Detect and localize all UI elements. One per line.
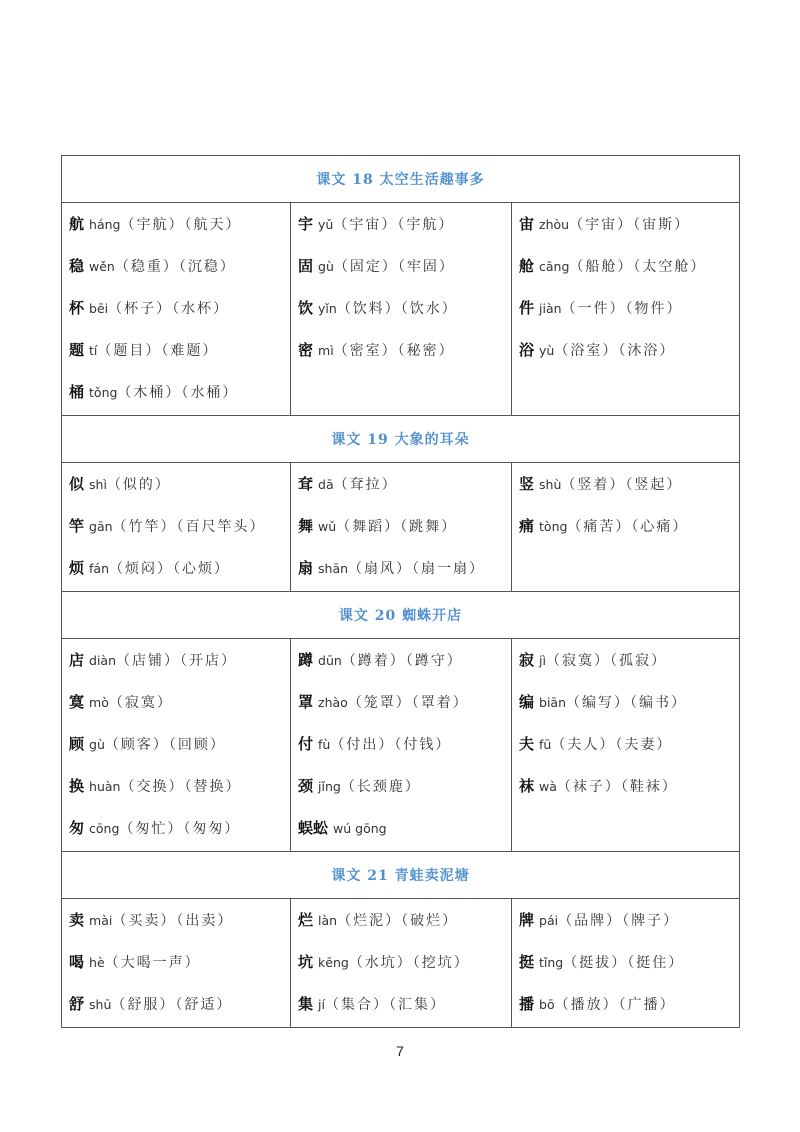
pinyin: mì bbox=[318, 343, 334, 358]
pinyin: jǐng bbox=[318, 779, 341, 794]
character-column bbox=[62, 639, 291, 852]
example-words: （寂寞） bbox=[108, 695, 173, 711]
character: 舞 bbox=[298, 517, 314, 535]
character-column bbox=[291, 203, 512, 416]
example-words: （船舱）（太空舱） bbox=[569, 259, 707, 275]
pinyin: shān bbox=[318, 561, 349, 576]
character-column bbox=[512, 203, 740, 416]
pinyin: háng bbox=[89, 217, 121, 232]
character: 饮 bbox=[298, 299, 314, 317]
example-words: （夫人）（夫妻） bbox=[551, 737, 673, 753]
pinyin: yǔ bbox=[318, 217, 334, 232]
pinyin: zhào bbox=[318, 695, 348, 710]
character: 竖 bbox=[519, 475, 535, 493]
character: 舒 bbox=[69, 995, 85, 1013]
pinyin: cōng bbox=[89, 821, 120, 836]
character-entry bbox=[512, 723, 739, 765]
character: 固 bbox=[298, 257, 314, 275]
character-entry bbox=[62, 639, 290, 681]
example-words: （舒服）（舒适） bbox=[111, 997, 233, 1013]
character-entry bbox=[62, 807, 290, 849]
pinyin: tòng bbox=[539, 519, 568, 534]
vocabulary-table bbox=[61, 155, 740, 1028]
character: 匆 bbox=[69, 819, 85, 837]
example-words: （似的） bbox=[106, 477, 171, 493]
pinyin: yù bbox=[539, 343, 555, 358]
character-entry bbox=[291, 463, 511, 505]
pinyin: wà bbox=[539, 779, 557, 794]
pinyin: jí bbox=[318, 997, 325, 1012]
character: 桶 bbox=[69, 383, 85, 401]
character: 袜 bbox=[519, 777, 535, 795]
character-entry bbox=[291, 287, 511, 329]
character-column bbox=[62, 203, 291, 416]
character: 颈 bbox=[298, 777, 314, 795]
pinyin: zhòu bbox=[539, 217, 570, 232]
example-words: （播放）（广播） bbox=[554, 997, 676, 1013]
pinyin: gān bbox=[89, 519, 113, 534]
character: 烂 bbox=[298, 911, 314, 929]
character-entry bbox=[512, 245, 739, 287]
example-words: （扇风）（扇一扇） bbox=[348, 561, 486, 577]
example-words: （袜子）（鞋袜） bbox=[556, 779, 678, 795]
character: 播 bbox=[519, 995, 535, 1013]
example-words: （蹲着）（蹲守） bbox=[341, 653, 463, 669]
pinyin: wěn bbox=[89, 259, 115, 274]
character-entry bbox=[62, 329, 290, 371]
character-column bbox=[291, 899, 512, 1028]
character: 蹲 bbox=[298, 651, 314, 669]
character: 烦 bbox=[69, 559, 85, 577]
character: 蜈蚣 bbox=[298, 819, 329, 837]
character: 宙 bbox=[519, 215, 535, 233]
character-entry bbox=[62, 203, 290, 245]
character: 似 bbox=[69, 475, 85, 493]
character: 坑 bbox=[298, 953, 314, 971]
character: 喝 bbox=[69, 953, 85, 971]
lesson-title: 课文 21 青蛙卖泥塘 bbox=[62, 852, 740, 899]
pinyin: làn bbox=[318, 913, 338, 928]
pinyin: pái bbox=[539, 913, 559, 928]
character: 痛 bbox=[519, 517, 535, 535]
character-entry bbox=[291, 723, 511, 765]
character: 竿 bbox=[69, 517, 85, 535]
pinyin: tǐng bbox=[539, 955, 564, 970]
character: 航 bbox=[69, 215, 85, 233]
character: 密 bbox=[298, 341, 314, 359]
character-column bbox=[291, 463, 512, 592]
character: 稳 bbox=[69, 257, 85, 275]
lesson-title-row bbox=[62, 592, 740, 639]
example-words: （固定）（牢固） bbox=[333, 259, 455, 275]
character: 付 bbox=[298, 735, 314, 753]
character-entry bbox=[62, 941, 290, 983]
example-words: （木桶）（水桶） bbox=[117, 385, 239, 401]
character-entry bbox=[512, 203, 739, 245]
pinyin: kēng bbox=[318, 955, 349, 970]
example-words: （密室）（秘密） bbox=[333, 343, 455, 359]
character-entry bbox=[62, 371, 290, 413]
character: 顾 bbox=[69, 735, 85, 753]
example-words: （一件）（物件） bbox=[561, 301, 683, 317]
pinyin: dūn bbox=[318, 653, 342, 668]
character: 宇 bbox=[298, 215, 314, 233]
pinyin: fán bbox=[89, 561, 109, 576]
character-entry bbox=[291, 983, 511, 1025]
character: 编 bbox=[519, 693, 535, 711]
character-column bbox=[512, 639, 740, 852]
pinyin: dā bbox=[318, 477, 334, 492]
character-entry bbox=[291, 329, 511, 371]
character-entry bbox=[291, 941, 511, 983]
character-entry bbox=[62, 723, 290, 765]
example-words: （编写）（编书） bbox=[566, 695, 688, 711]
character-entry bbox=[62, 505, 290, 547]
example-words: （水坑）（挖坑） bbox=[348, 955, 470, 971]
character-column bbox=[512, 463, 740, 592]
pinyin: shì bbox=[89, 477, 107, 492]
lesson-characters-row bbox=[62, 639, 740, 852]
lesson-title: 课文 20 蜘蛛开店 bbox=[62, 592, 740, 639]
character: 耷 bbox=[298, 475, 314, 493]
example-words: （品牌）（牌子） bbox=[558, 913, 680, 929]
lesson-title-row bbox=[62, 852, 740, 899]
pinyin: mò bbox=[89, 695, 109, 710]
pinyin: bō bbox=[539, 997, 555, 1012]
character: 罩 bbox=[298, 693, 314, 711]
pinyin: hè bbox=[89, 955, 105, 970]
character-entry bbox=[291, 807, 511, 849]
character: 店 bbox=[69, 651, 85, 669]
character: 牌 bbox=[519, 911, 535, 929]
pinyin: bēi bbox=[89, 301, 109, 316]
character: 寞 bbox=[69, 693, 85, 711]
character-entry bbox=[291, 547, 511, 589]
page-number: 7 bbox=[396, 1043, 404, 1059]
example-words: （店铺）（开店） bbox=[116, 653, 238, 669]
pinyin: gù bbox=[318, 259, 334, 274]
character-column bbox=[291, 639, 512, 852]
example-words: （宇宙）（宙斯） bbox=[569, 217, 691, 233]
character-entry bbox=[62, 287, 290, 329]
example-words: （付出）（付钱） bbox=[330, 737, 452, 753]
pinyin: wǔ bbox=[318, 519, 337, 534]
example-words: （大喝一声） bbox=[104, 955, 201, 971]
character-column bbox=[62, 463, 291, 592]
character-entry bbox=[512, 983, 739, 1025]
character-entry bbox=[291, 681, 511, 723]
example-words: （浴室）（沐浴） bbox=[554, 343, 676, 359]
character-entry bbox=[291, 505, 511, 547]
character-entry bbox=[62, 463, 290, 505]
character-entry bbox=[512, 639, 739, 681]
pinyin: mài bbox=[89, 913, 113, 928]
character: 杯 bbox=[69, 299, 85, 317]
pinyin: huàn bbox=[89, 779, 121, 794]
character: 换 bbox=[69, 777, 85, 795]
example-words: （交换）（替换） bbox=[120, 779, 242, 795]
pinyin: yǐn bbox=[318, 301, 337, 316]
character-entry bbox=[512, 765, 739, 807]
example-words: （题目）（难题） bbox=[97, 343, 219, 359]
character: 扇 bbox=[298, 559, 314, 577]
character: 挺 bbox=[519, 953, 535, 971]
character-entry bbox=[512, 941, 739, 983]
example-words: （集合）（汇集） bbox=[324, 997, 446, 1013]
example-words: （饮料）（饮水） bbox=[336, 301, 458, 317]
character: 浴 bbox=[519, 341, 535, 359]
example-words: （宇航）（航天） bbox=[120, 217, 242, 233]
character-entry bbox=[512, 329, 739, 371]
pinyin: biān bbox=[539, 695, 567, 710]
example-words: （顾客）（回顾） bbox=[104, 737, 226, 753]
example-words: （挺拔）（挺住） bbox=[563, 955, 685, 971]
character-entry bbox=[62, 681, 290, 723]
pinyin: jì bbox=[539, 653, 546, 668]
pinyin: shū bbox=[89, 997, 112, 1012]
pinyin: tǒng bbox=[89, 385, 118, 400]
lesson-title-row bbox=[62, 416, 740, 463]
pinyin: gù bbox=[89, 737, 105, 752]
pinyin: cāng bbox=[539, 259, 570, 274]
lesson-characters-row bbox=[62, 463, 740, 592]
lesson-title: 课文 18 太空生活趣事多 bbox=[62, 156, 740, 203]
example-words: （烦闷）（心烦） bbox=[109, 561, 230, 577]
character-column bbox=[62, 899, 291, 1028]
character-entry bbox=[62, 983, 290, 1025]
character-entry bbox=[512, 287, 739, 329]
example-words: （长颈鹿） bbox=[340, 779, 421, 795]
character-entry bbox=[291, 899, 511, 941]
character: 件 bbox=[519, 299, 535, 317]
character-entry bbox=[291, 245, 511, 287]
example-words: （杯子）（水杯） bbox=[108, 301, 230, 317]
character: 舱 bbox=[519, 257, 535, 275]
character: 卖 bbox=[69, 911, 85, 929]
character-entry bbox=[62, 245, 290, 287]
example-words: （买卖）（出卖） bbox=[112, 913, 234, 929]
pinyin: fù bbox=[318, 737, 331, 752]
lesson-title-row bbox=[62, 156, 740, 203]
character-entry bbox=[62, 899, 290, 941]
character-entry bbox=[291, 765, 511, 807]
lesson-title: 课文 19 大象的耳朵 bbox=[62, 416, 740, 463]
character-entry bbox=[62, 547, 290, 589]
example-words: （痛苦）（心痛） bbox=[567, 519, 689, 535]
pinyin: jiàn bbox=[539, 301, 562, 316]
example-words: （稳重）（沉稳） bbox=[114, 259, 236, 275]
example-words: （舞蹈）（跳舞） bbox=[336, 519, 458, 535]
pinyin: wú gōng bbox=[333, 821, 387, 836]
character-column bbox=[512, 899, 740, 1028]
character: 集 bbox=[298, 995, 314, 1013]
character-entry bbox=[62, 765, 290, 807]
character: 寂 bbox=[519, 651, 535, 669]
lesson-characters-row bbox=[62, 899, 740, 1028]
pinyin: diàn bbox=[89, 653, 117, 668]
example-words: （寂寞）（孤寂） bbox=[545, 653, 667, 669]
character-entry bbox=[291, 203, 511, 245]
character-entry bbox=[512, 463, 739, 505]
example-words: （竹竿）（百尺竿头） bbox=[112, 519, 266, 535]
example-words: （宇宙）（宇航） bbox=[333, 217, 455, 233]
character: 题 bbox=[69, 341, 85, 359]
example-words: （烂泥）（破烂） bbox=[337, 913, 459, 929]
lesson-characters-row bbox=[62, 203, 740, 416]
example-words: （耷拉） bbox=[333, 477, 398, 493]
character-entry bbox=[512, 899, 739, 941]
example-words: （竖着）（竖起） bbox=[561, 477, 683, 493]
example-words: （匆忙）（匆匆） bbox=[119, 821, 241, 837]
character-entry bbox=[512, 505, 739, 547]
character-entry bbox=[291, 639, 511, 681]
pinyin: tí bbox=[89, 343, 98, 358]
character-entry bbox=[512, 681, 739, 723]
pinyin: shù bbox=[539, 477, 562, 492]
example-words: （笼罩）（罩着） bbox=[347, 695, 469, 711]
pinyin: fū bbox=[539, 737, 552, 752]
character: 夫 bbox=[519, 735, 535, 753]
